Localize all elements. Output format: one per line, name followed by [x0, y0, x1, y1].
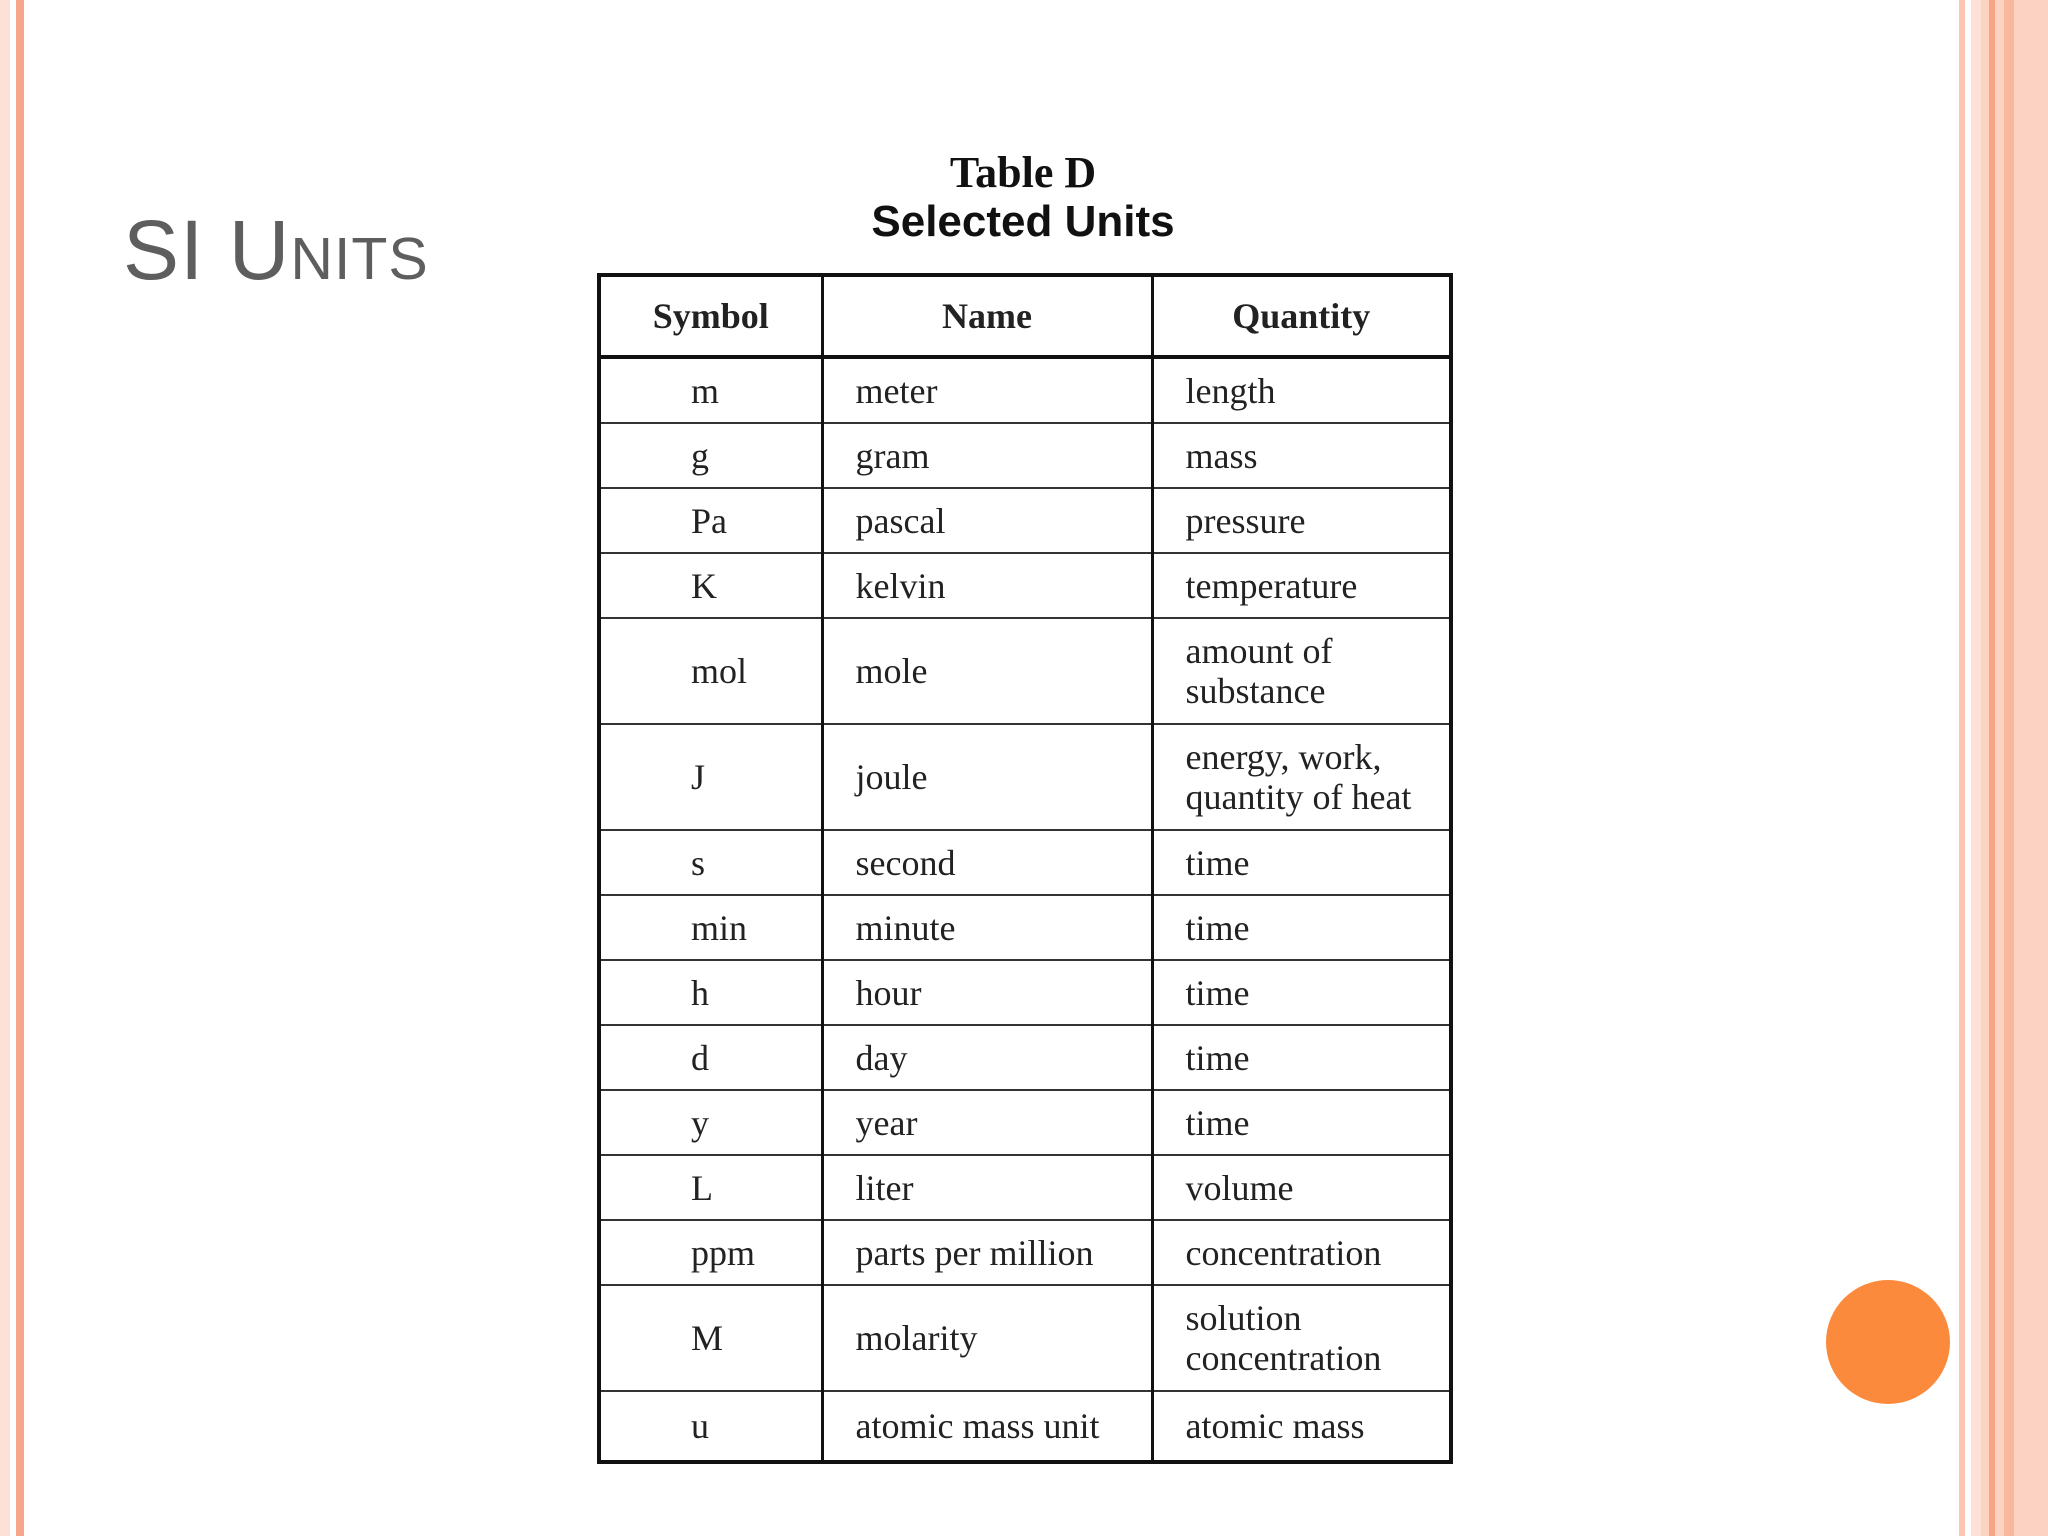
- cell-quantity: atomic mass: [1152, 1391, 1451, 1462]
- table-row: [599, 357, 1451, 423]
- cell-name: meter: [822, 357, 1152, 423]
- table-caption-label: Table D: [949, 148, 1097, 197]
- cell-quantity: mass: [1152, 423, 1451, 488]
- table-row: [599, 830, 1451, 895]
- slide-border-right-stripe: [1959, 0, 1965, 1536]
- cell-symbol: Pa: [599, 488, 822, 553]
- header-quantity: Quantity: [1152, 275, 1451, 357]
- table-row: [599, 553, 1451, 618]
- slide-border-right-stripe: [1989, 0, 1995, 1536]
- cell-quantity: time: [1152, 1090, 1451, 1155]
- cell-name: minute: [822, 895, 1152, 960]
- cell-name: parts per million: [822, 1220, 1152, 1285]
- table-row: [599, 423, 1451, 488]
- cell-name: liter: [822, 1155, 1152, 1220]
- cell-quantity: energy, work, quantity of heat: [1152, 724, 1451, 830]
- table-row: [599, 618, 1451, 724]
- cell-symbol: h: [599, 960, 822, 1025]
- cell-name: pascal: [822, 488, 1152, 553]
- cell-symbol: ppm: [599, 1220, 822, 1285]
- slide-title: SI Units: [123, 203, 429, 297]
- table-caption: [597, 150, 1449, 248]
- cell-quantity: pressure: [1152, 488, 1451, 553]
- table-row: [599, 488, 1451, 553]
- cell-symbol: L: [599, 1155, 822, 1220]
- header-name: Name: [822, 275, 1152, 357]
- slide-border-right-stripe: [2004, 0, 2014, 1536]
- cell-name: molarity: [822, 1285, 1152, 1391]
- cell-symbol: u: [599, 1391, 822, 1462]
- cell-name: hour: [822, 960, 1152, 1025]
- cell-symbol: J: [599, 724, 822, 830]
- cell-symbol: M: [599, 1285, 822, 1391]
- cell-symbol: g: [599, 423, 822, 488]
- cell-quantity: length: [1152, 357, 1451, 423]
- cell-name: joule: [822, 724, 1152, 830]
- cell-name: day: [822, 1025, 1152, 1090]
- cell-quantity: volume: [1152, 1155, 1451, 1220]
- table-row: [599, 1391, 1451, 1462]
- table-row: [599, 1220, 1451, 1285]
- decorative-orange-circle: [1826, 1280, 1950, 1404]
- cell-symbol: m: [599, 357, 822, 423]
- cell-quantity: time: [1152, 895, 1451, 960]
- table-row: [599, 724, 1451, 830]
- table-row: [599, 1155, 1451, 1220]
- cell-name: atomic mass unit: [822, 1391, 1152, 1462]
- cell-symbol: K: [599, 553, 822, 618]
- cell-quantity: time: [1152, 830, 1451, 895]
- cell-name: mole: [822, 618, 1152, 724]
- slide-border-left-accent: [16, 0, 24, 1536]
- cell-symbol: s: [599, 830, 822, 895]
- cell-quantity: concentration: [1152, 1220, 1451, 1285]
- table-row: [599, 1025, 1451, 1090]
- cell-name: kelvin: [822, 553, 1152, 618]
- table-header-row: [599, 275, 1451, 357]
- table-caption-title: Selected Units: [871, 197, 1175, 246]
- cell-name: gram: [822, 423, 1152, 488]
- table-row: [599, 895, 1451, 960]
- cell-quantity: time: [1152, 960, 1451, 1025]
- table-row: [599, 960, 1451, 1025]
- slide-border-left: [0, 0, 10, 1536]
- cell-name: year: [822, 1090, 1152, 1155]
- selected-units-table: [597, 273, 1453, 1464]
- cell-symbol: min: [599, 895, 822, 960]
- cell-quantity: solution concentration: [1152, 1285, 1451, 1391]
- cell-name: second: [822, 830, 1152, 895]
- cell-quantity: amount of substance: [1152, 618, 1451, 724]
- table-row: [599, 1090, 1451, 1155]
- cell-quantity: time: [1152, 1025, 1451, 1090]
- cell-symbol: mol: [599, 618, 822, 724]
- header-symbol: Symbol: [599, 275, 822, 357]
- cell-symbol: d: [599, 1025, 822, 1090]
- slide-border-right-stripe: [1971, 0, 1981, 1536]
- table-row: [599, 1285, 1451, 1391]
- cell-symbol: y: [599, 1090, 822, 1155]
- cell-quantity: temperature: [1152, 553, 1451, 618]
